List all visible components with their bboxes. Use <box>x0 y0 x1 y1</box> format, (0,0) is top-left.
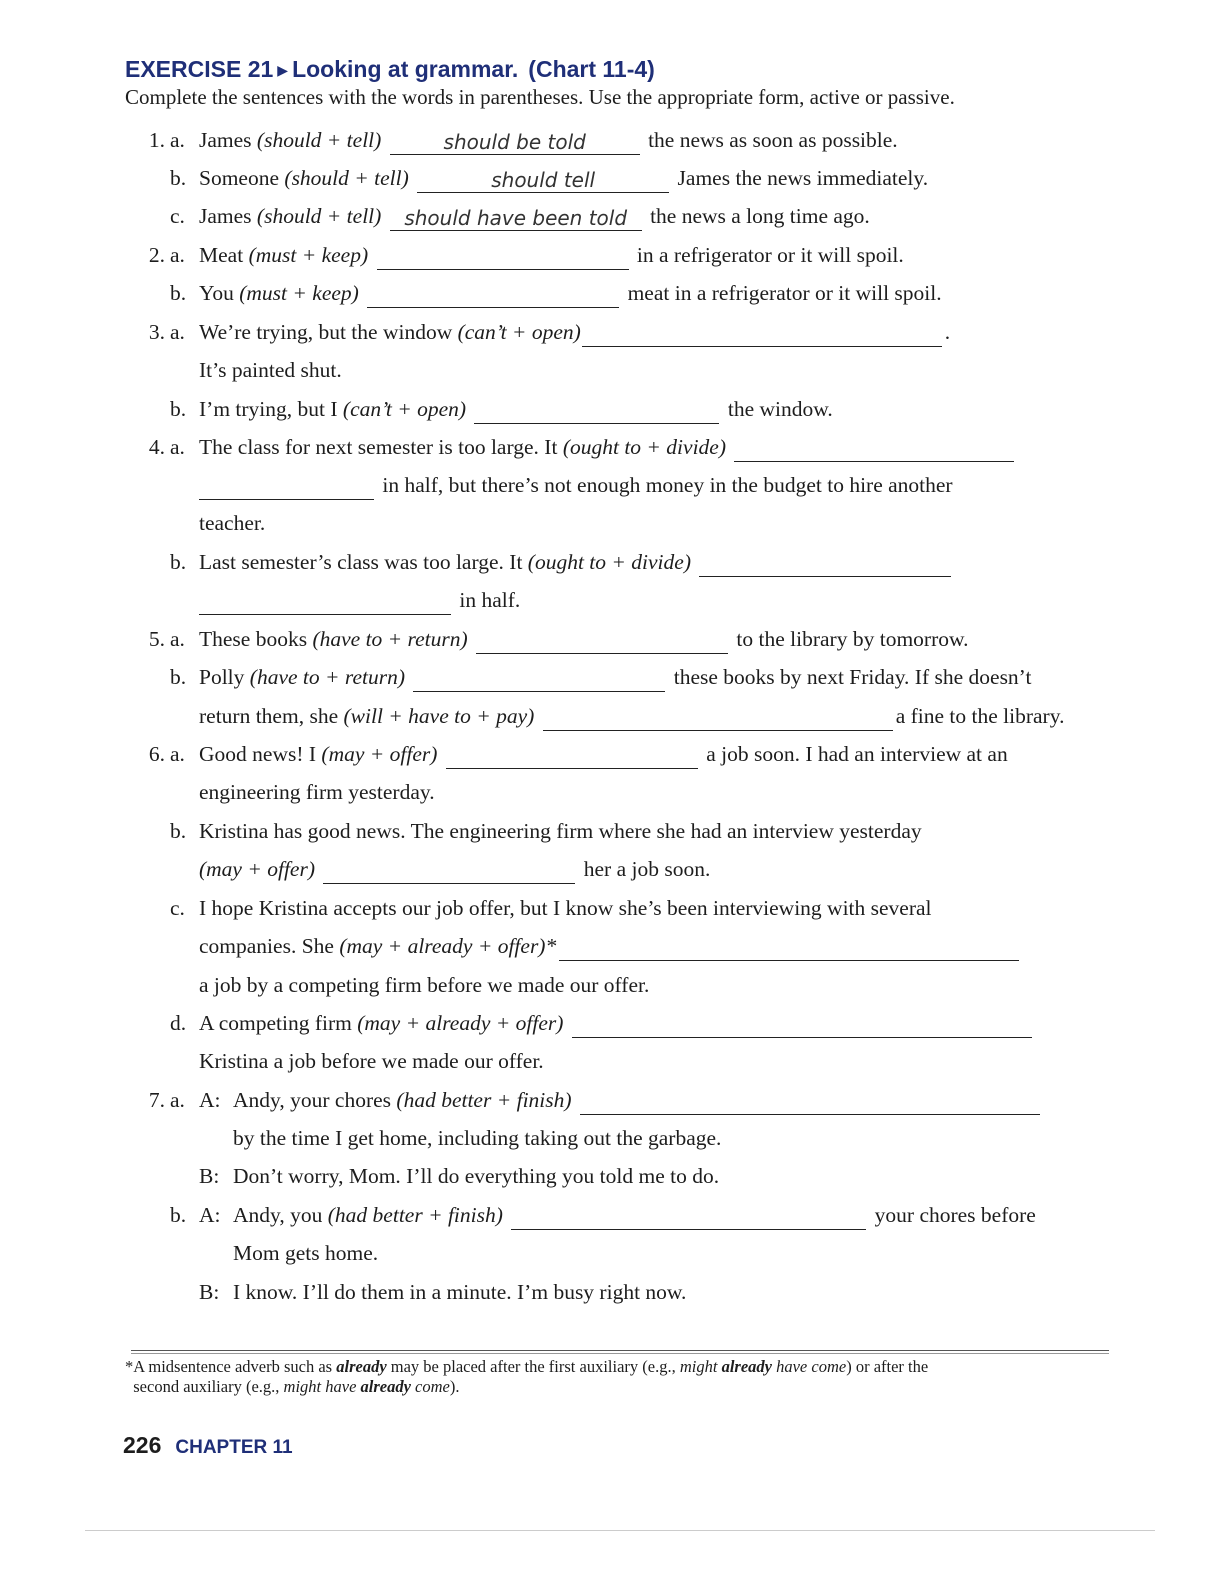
item-letter: a. <box>170 742 185 766</box>
item-4a-continued-2: teacher. <box>199 511 266 535</box>
sentence-text: You <box>199 281 234 305</box>
footnote-star: * <box>125 1357 134 1376</box>
sentence-text: return them, she <box>199 704 339 728</box>
item-letter: b. <box>170 819 187 843</box>
hint-text: (will + have to + pay) <box>343 704 535 728</box>
item-1b <box>0 163 1225 202</box>
footnote-text: A midsentence adverb such as <box>133 1357 333 1376</box>
footnote-example: come <box>415 1377 450 1396</box>
sentence-text: Polly <box>199 665 245 689</box>
instructions: Complete the sentences with the words in parentheses. Use the appropriate form, active or passive. <box>125 85 955 109</box>
handwritten-answer: should have been told <box>404 206 628 230</box>
sentence-text: I’m trying, but I <box>199 397 338 421</box>
footnote-example: might <box>679 1357 718 1376</box>
hint-text: (can’t + open) <box>457 320 581 344</box>
hint-text: (may + offer) <box>321 742 438 766</box>
play-arrow-icon: ▶ <box>277 62 289 78</box>
item-6d <box>0 1008 1225 1047</box>
item-7a-continued: by the time I get home, including taking out the garbage. <box>233 1126 722 1150</box>
answer-blank[interactable] <box>390 206 642 231</box>
speaker-label: B: <box>199 1164 220 1188</box>
item-number: 1. <box>148 128 165 152</box>
answer-blank[interactable] <box>734 437 1014 462</box>
sentence-text: Andy, you <box>233 1203 323 1227</box>
sentence-text: . <box>944 320 951 344</box>
hint-text: (should + tell) <box>284 166 409 190</box>
answer-blank[interactable] <box>446 744 698 769</box>
answer-blank[interactable] <box>413 667 665 692</box>
sentence-text: Don’t worry, Mom. I’ll do everything you told me to do. <box>233 1164 720 1188</box>
footnote-example: already <box>360 1377 411 1396</box>
speaker-label: A: <box>199 1088 221 1112</box>
sentence-text: in a refrigerator or it will spoil. <box>636 243 904 267</box>
item-7b-continued: Mom gets home. <box>233 1241 379 1265</box>
item-7a-reply <box>0 1161 1225 1200</box>
item-3a <box>0 317 1225 356</box>
item-1c <box>0 201 1225 240</box>
item-5a <box>0 624 1225 663</box>
item-3b <box>0 394 1225 433</box>
hint-text: (have to + return) <box>312 627 468 651</box>
hint-text: (had better + finish) <box>396 1088 572 1112</box>
hint-text: (must + keep) <box>248 243 369 267</box>
answer-blank[interactable] <box>699 552 951 577</box>
item-letter: c. <box>170 204 185 228</box>
answer-blank[interactable] <box>377 245 629 270</box>
exercise-title <box>125 56 1125 83</box>
hint-text: (must + keep) <box>239 281 359 305</box>
sentence-text: Last semester’s class was too large. It <box>199 550 523 574</box>
item-5b-continued <box>199 701 1064 740</box>
item-5b <box>0 662 1225 701</box>
footnote-example: already <box>721 1357 772 1376</box>
sentence-text: Meat <box>199 243 244 267</box>
hint-text: (should + tell) <box>256 128 382 152</box>
speaker-label: B: <box>199 1280 220 1304</box>
item-4b <box>0 547 1225 586</box>
hint-text: (ought to + divide) <box>527 550 691 574</box>
answer-blank[interactable] <box>474 399 719 424</box>
sentence-text: in half. <box>459 588 521 612</box>
item-6a <box>0 739 1225 778</box>
item-4a-continued <box>199 470 953 509</box>
item-number: 6. <box>148 742 165 766</box>
item-letter: a. <box>170 627 185 651</box>
sentence-text: James the news immediately. <box>677 166 929 190</box>
handwritten-answer: should tell <box>491 168 596 192</box>
sentence-text: a fine to the library. <box>895 704 1065 728</box>
chapter-label: CHAPTER 11 <box>175 1437 293 1458</box>
hint-text: (had better + finish) <box>327 1203 503 1227</box>
item-letter: b. <box>170 665 187 689</box>
item-letter: a. <box>170 435 185 459</box>
chart-reference: (Chart 11-4) <box>528 56 655 82</box>
sentence-text: A competing firm <box>199 1011 352 1035</box>
sentence-text: James <box>199 128 252 152</box>
item-6b <box>0 816 1225 855</box>
page-bottom-rule <box>85 1530 1155 1531</box>
answer-blank[interactable] <box>323 859 575 884</box>
item-6c <box>0 893 1225 932</box>
sentence-text: The class for next semester is too large. It <box>199 435 558 459</box>
item-6c-continued-2: a job by a competing firm before we made our offer. <box>199 973 650 997</box>
sentence-text: companies. She <box>199 934 334 958</box>
handwritten-answer: should be told <box>443 130 586 154</box>
answer-blank[interactable] <box>417 168 669 193</box>
footnote-divider <box>131 1350 1109 1351</box>
footnote-divider-2 <box>131 1353 1109 1354</box>
exercise-header <box>125 56 1125 110</box>
item-number: 7. <box>148 1088 165 1112</box>
footnote-example: might have <box>283 1377 357 1396</box>
sentence-text: your chores before <box>874 1203 1036 1227</box>
exercise-number: EXERCISE 21 <box>125 56 274 82</box>
hint-text: (should + tell) <box>256 204 382 228</box>
sentence-text: in half, but there’s not enough money in the budget to hire another <box>382 473 953 497</box>
sentence-text: these books by next Friday. If she doesn’t <box>673 665 1032 689</box>
item-letter: a. <box>170 1088 185 1112</box>
item-6b-continued <box>199 854 710 893</box>
footnote-example: have come <box>776 1357 847 1376</box>
item-4a <box>0 432 1225 471</box>
footnote-keyword: already <box>336 1357 387 1376</box>
answer-blank[interactable] <box>582 322 942 347</box>
page-footer <box>123 1432 293 1459</box>
hint-text: (may + offer) <box>199 857 316 881</box>
answer-blank[interactable] <box>199 475 374 500</box>
item-letter: b. <box>170 397 187 421</box>
sentence-text: a job soon. I had an interview at an <box>706 742 1008 766</box>
item-letter: b. <box>170 166 187 190</box>
sentence-text: to the library by tomorrow. <box>736 627 969 651</box>
footnote-text: second auxiliary (e.g., <box>133 1377 280 1396</box>
item-letter: b. <box>170 550 187 574</box>
answer-blank[interactable] <box>580 1090 1040 1115</box>
page-number: 226 <box>123 1432 162 1458</box>
sentence-text: We’re trying, but the window <box>199 320 453 344</box>
item-7b <box>0 1200 1225 1239</box>
item-6a-continued: engineering firm yesterday. <box>199 780 435 804</box>
sentence-text: the window. <box>727 397 833 421</box>
item-3a-continued: It’s painted shut. <box>199 358 342 382</box>
answer-blank[interactable] <box>572 1013 1032 1038</box>
hint-text: (can’t + open) <box>342 397 467 421</box>
item-letter: b. <box>170 281 187 305</box>
answer-blank[interactable] <box>543 706 893 731</box>
item-number: 4. <box>148 435 165 459</box>
item-letter: a. <box>170 243 185 267</box>
speaker-label: A: <box>199 1203 221 1227</box>
answer-blank[interactable] <box>559 936 1019 961</box>
item-number: 2. <box>148 243 165 267</box>
item-2b <box>0 278 1225 317</box>
answer-blank[interactable] <box>476 629 728 654</box>
footnote-text: ) or after the <box>846 1357 929 1376</box>
item-letter: a. <box>170 320 185 344</box>
item-4b-continued <box>199 585 520 624</box>
item-1a <box>0 125 1225 164</box>
item-7a <box>0 1085 1225 1124</box>
item-6d-continued: Kristina a job before we made our offer. <box>199 1049 544 1073</box>
footnote-text: may be placed after the first auxiliary (e.g., <box>390 1357 676 1376</box>
sentence-text: the news a long time ago. <box>650 204 870 228</box>
hint-text: (ought to + divide) <box>562 435 726 459</box>
sentence-text: Kristina has good news. The engineering firm where she had an interview yesterday <box>199 819 922 843</box>
answer-blank[interactable] <box>199 590 451 615</box>
item-letter: b. <box>170 1203 187 1227</box>
footnote-text: ). <box>449 1377 460 1396</box>
answer-blank[interactable] <box>390 130 640 155</box>
hint-text: (have to + return) <box>249 665 405 689</box>
answer-blank[interactable] <box>511 1205 866 1230</box>
item-number: 5. <box>148 627 165 651</box>
exercise-topic: Looking at grammar. <box>292 56 519 82</box>
item-2a <box>0 240 1225 279</box>
sentence-text: Good news! I <box>199 742 317 766</box>
hint-text: (may + already + offer)* <box>339 934 557 958</box>
footnote <box>125 1357 1115 1397</box>
item-7b-reply <box>0 1277 1225 1316</box>
sentence-text: meat in a refrigerator or it will spoil. <box>627 281 942 305</box>
hint-text: (may + already + offer) <box>357 1011 564 1035</box>
sentence-text: I hope Kristina accepts our job offer, but I know she’s been interviewing with several <box>199 896 932 920</box>
answer-blank[interactable] <box>367 283 619 308</box>
item-6c-continued <box>199 931 1022 970</box>
item-letter: a. <box>170 128 185 152</box>
sentence-text: the news as soon as possible. <box>648 128 898 152</box>
sentence-text: These books <box>199 627 308 651</box>
sentence-text: I know. I’ll do them in a minute. I’m busy right now. <box>233 1280 687 1304</box>
item-letter: d. <box>170 1011 187 1035</box>
sentence-text: Someone <box>199 166 280 190</box>
sentence-text: James <box>199 204 252 228</box>
sentence-text: Andy, your chores <box>233 1088 392 1112</box>
item-letter: c. <box>170 896 185 920</box>
item-number: 3. <box>148 320 165 344</box>
sentence-text: her a job soon. <box>583 857 711 881</box>
